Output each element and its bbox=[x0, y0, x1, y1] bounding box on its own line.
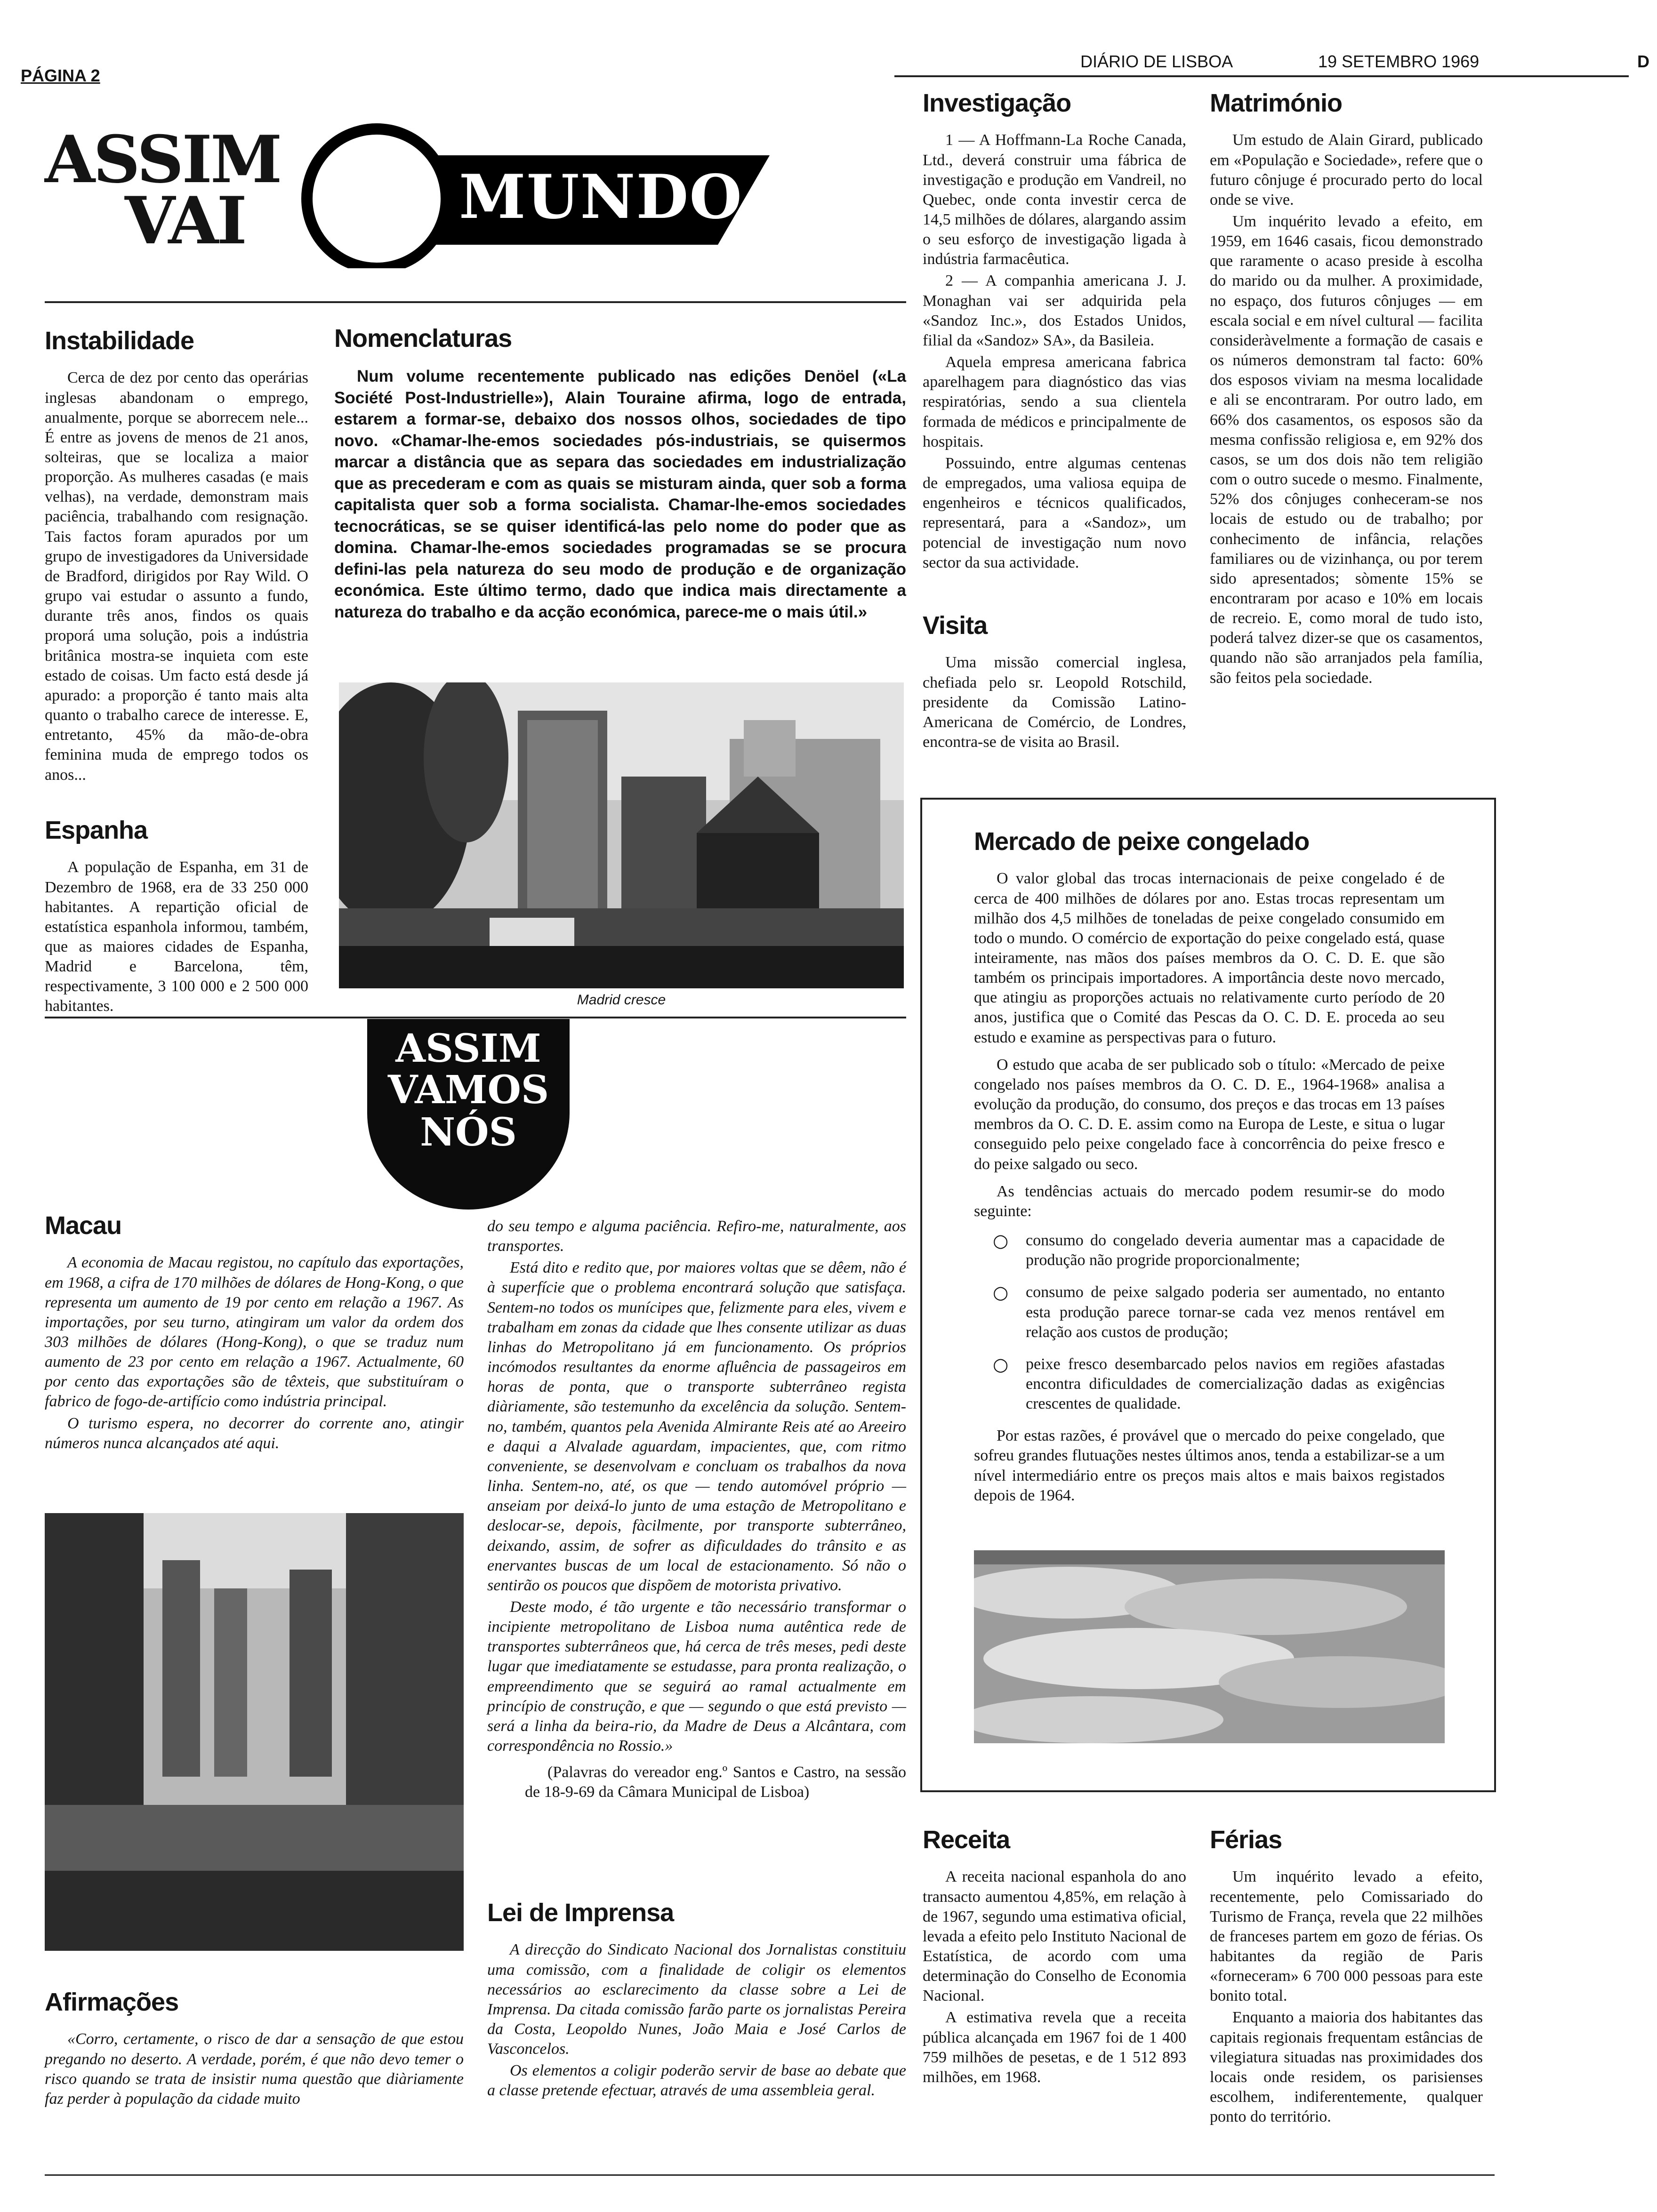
mercado-content bbox=[974, 828, 1445, 1507]
section-afirmacoes bbox=[45, 1988, 464, 2111]
header-rule bbox=[894, 75, 1629, 77]
heading-matrimonio: Matrimónio bbox=[1210, 89, 1342, 117]
edge-mark: D bbox=[1637, 52, 1649, 71]
text-matrimonio-1: Um estudo de Alain Girard, publicado em «População e Sociedade», refere que o futuro cônjuge é procurado perto do local onde se vive. bbox=[1210, 131, 1483, 208]
text-investigacao-2: 2 — A companhia americana J. J. Monaghan vai ser adquirida pela «Sandoz Inc.», dos Estados Unidos, filial da «Sandoz» SA», da Basileia. bbox=[923, 272, 1186, 349]
text-visita: Uma missão comercial inglesa, chefiada pelo sr. Leopold Rotschild, presidente da Comissão Latino-Americana de Comércio, de Londres, encontra-se de visita ao Brasil. bbox=[923, 654, 1186, 751]
heading-macau: Macau bbox=[45, 1211, 122, 1240]
logo-word-vai: VAI bbox=[125, 182, 245, 259]
text-macau-1: A economia de Macau registou, no capítulo das exportações, em 1968, a cifra de 170 milhões de dólares de Hong-Kong, o que representa um aumento de 19 por cento em relação a 1967. As importações, por seu turno, atingiram um valor da ordem dos 303 milhões de dólares (Hong-Kong), o que se traduz num aumento de 23 por cento em relação a 1967. Actualmente, 60 por cento das exportações são de têxteis, que substituíram o fabrico de fogo-de-artifício como indústria principal. bbox=[45, 1254, 464, 1411]
heading-visita: Visita bbox=[923, 611, 988, 640]
assim-vai-o-mundo-logo bbox=[45, 118, 770, 268]
heading-afirmacoes: Afirmações bbox=[45, 1988, 179, 2016]
logo-word-nos: NÓS bbox=[420, 1110, 517, 1155]
text-metro-1: do seu tempo e alguma paciência. Refiro-me, naturalmente, aos transportes. bbox=[487, 1218, 906, 1255]
heading-lei-imprensa: Lei de Imprensa bbox=[487, 1899, 674, 1927]
photo-fish bbox=[974, 1550, 1445, 1743]
heading-nomenclaturas: Nomenclaturas bbox=[334, 324, 512, 353]
logo-word-assim: ASSIM bbox=[395, 1026, 541, 1071]
text-ferias-2: Enquanto a maioria dos habitantes das capitais regionais frequentam estâncias de vilegiatura situadas nas proximidades dos locais onde residem, os parisienses escolhem, indiferentemente, qualquer ponto do território. bbox=[1210, 2009, 1483, 2126]
text-investigacao-4: Possuindo, entre algumas centenas de empregados, uma valiosa equipa de engenheiros e técnicos qualificados, representará, para a «Sandoz», um potencial de investigação num novo sector da sua actividade. bbox=[923, 454, 1186, 571]
text-mercado-3: As tendências actuais do mercado podem resumir-se do modo seguinte: bbox=[974, 1182, 1445, 1220]
section-espanha bbox=[45, 817, 308, 1018]
logo-word-mundo: MUNDO bbox=[459, 162, 743, 232]
text-mercado-1: O valor global das trocas internacionais de peixe congelado é de cerca de 400 milhões de dólares por ano. Estas trocas representam um milhão dos 4,5 milhões de toneladas de peixe congelado consumido em todo o mundo. O comércio de exportação do peixe congelado está, quase inteiramente, nas mãos dos países membros da O. C. D. E. que são também os principais importadores. A importância deste novo mercado, que atingiu as proporções actuais no relativamente curto período de 20 anos, justifica que o Comité das Pescas da O. C. D. E. proceda ao seu estudo e examine as perspectivas para o futuro. bbox=[974, 870, 1445, 1046]
section-metro-continuation bbox=[487, 1217, 906, 1804]
section-lei-imprensa bbox=[487, 1899, 906, 2103]
top-section-rule bbox=[45, 301, 906, 303]
section-visita bbox=[923, 612, 1186, 754]
text-lei-1: A direcção do Sindicato Nacional dos Jornalistas constituiu uma comissão, com a finalidade de coligir os elementos necessários ao esclarecimento da classe sobre a Lei de Imprensa. Da citada comissão farão parte os jornalistas Pereira da Costa, Leopoldo Nunes, João Maia e José Carlos de Vasconcelos. bbox=[487, 1941, 906, 2058]
heading-receita: Receita bbox=[923, 1826, 1010, 1854]
box-mercado-peixe bbox=[920, 798, 1496, 1792]
text-ferias-1: Um inquérito levado a efeito, recentemente, pelo Comissariado do Turismo de França, revela que 22 milhões de franceses partem em gozo de férias. Os habitantes da região de Paris «forneceram» 6 700 000 pessoas para este bonito total. bbox=[1210, 1868, 1483, 2005]
page-number: PÁGINA 2 bbox=[21, 66, 100, 85]
photo-macau bbox=[45, 1513, 464, 1951]
text-investigacao-3: Aquela empresa americana fabrica aparelhagem para diagnóstico das vias respiratórias, sendo a sua clientela formada de médicos e principalmente de hospitais. bbox=[923, 353, 1186, 450]
text-metro-2: Está dito e redito que, por maiores voltas que se dêem, não é à superfície que o problema encontrará solução que satisfaça. Sentem-no todos os munícipes que, felizmente para eles, vivem e trabalham em zonas da cidade que lhes consente utilizar as duas linhas do Metropolitano já em funcionamento. Os próprios incómodos resultantes da enorme afluência de passageiros em horas de ponta, que o transporte subterrâneo regista diàriamente, são testemunho da excelência da solução. Sentem-no, também, quantos pela Avenida Almirante Reis até ao Areeiro e daqui a Alvalade aguardam, impacientes, que, com ritmo conveniente, se desenvolvam e concluam os trabalhos da nova linha. Sentem-no, até, os que — tendo automóvel próprio — anseiam por deixá-lo junto de uma estação de Metropolitano e deslocar-se, depois, fàcilmente, por transporte subterrâneo, deixando, assim, de sofrer as dificuldades do trânsito e as enervantes buscas de um local de estacionamento. Só não o sentirão os poucos que dispõem de motorista privativo. bbox=[487, 1259, 906, 1594]
text-macau-2: O turismo espera, no decorrer do corrente ano, atingir números nunca alcançados até aqui. bbox=[45, 1414, 464, 1452]
madrid-skyline-image bbox=[339, 682, 904, 988]
text-mercado-4: Por estas razões, é provável que o mercado do peixe congelado, que sofreu grandes flutuações nestes últimos anos, tenda a estabilizar-se a um nível intermediário entre os preços mais altos e mais baixos registados depois de 1964. bbox=[974, 1427, 1445, 1504]
text-receita-2: A estimativa revela que a receita pública alcançada em 1967 foi de 1 400 759 milhões de pesetas, e de 1 512 893 milhões, em 1968. bbox=[923, 2009, 1186, 2086]
text-metro-attribution: (Palavras do vereador eng.º Santos e Castro, na sessão de 18-9-69 da Câmara Municipal de Lisboa) bbox=[525, 1763, 906, 1801]
text-mercado-2: O estudo que acaba de ser publicado sob o título: «Mercado de peixe congelado nos países membros da O. C. D. E., 1964-1968» analisa a evolução da produção, do consumo, dos preços e das trocas em 13 países membros da O. C. D. E. assim como na Europa de Leste, e situa o lugar conseguido pelo peixe congelado face à concorrência do peixe fresco e do peixe salgado ou seco. bbox=[974, 1056, 1445, 1173]
text-metro-3: Deste modo, é tão urgente e tão necessário transformar o incipiente metropolitano de Lisboa numa autêntica rede de transportes subterrâneos que, há cerca de três meses, pedi deste lugar que imediatamente se estudasse, para pronta realização, o empreendimento que se seguirá ao ramal actualmente em princípio de construção, e que — segundo o que está previsto — será a linha da beira-rio, da Madre de Deus a Alcântara, com correspondência no Rossio.» bbox=[487, 1598, 906, 1755]
heading-mercado: Mercado de peixe congelado bbox=[974, 827, 1310, 856]
macau-street-image bbox=[45, 1513, 464, 1951]
photo-madrid bbox=[339, 682, 904, 988]
section-ferias bbox=[1210, 1826, 1483, 2129]
caption-madrid: Madrid cresce bbox=[577, 992, 666, 1008]
section-instabilidade bbox=[45, 327, 308, 787]
text-nomenclaturas: Num volume recentemente publicado nas edições Denöel («La Société Post-Industrielle»), Alain Touraine afirma, logo de entrada, estarem a formar-se, debaixo dos nossos olhos, sociedades de tipo novo. «Chamar-lhe-emos sociedades pós-industriais, se quisermos marcar a distância que as separa das sociedades em industrialização que as precederam e com as quais se misturam ainda, quer sob a forma capitalista quer sob a forma socialista. Chamar-lhe-emos sociedades tecnocráticas, se se quiser identificá-las pelo nome do poder que as domina. Chamar-lhe-emos sociedades programadas se se procura defini-las pela natureza do seu modo de produção e de organização económica. Este último termo, dado que indica mais directamente a natureza do trabalho e da acção económica, parece-me o mais útil.» bbox=[334, 367, 906, 621]
text-receita-1: A receita nacional espanhola do ano transacto aumentou 4,85%, em relação à de 1967, segundo uma estimativa oficial, levada a efeito pelo Instituto Nacional de Estatística, de acordo com uma determinação do Conselho de Economia Nacional. bbox=[923, 1868, 1186, 2005]
text-investigacao-1: 1 — A Hoffmann-La Roche Canada, Ltd., deverá construir uma fábrica de investigação e produção em Vandreil, no Quebec, onde conta investir cerca de 14,5 milhões de dólares, alargando assim o seu esforço de investigação ligada à indústria farmacêutica. bbox=[923, 131, 1186, 268]
assim-vamos-nos-logo bbox=[367, 1019, 570, 1212]
text-lei-2: Os elementos a coligir poderão servir de base ao debate que a classe pretende efectuar, através de uma assembleia geral. bbox=[487, 2062, 906, 2100]
text-espanha: A população de Espanha, em 31 de Dezembro de 1968, era de 33 250 000 habitantes. A repartição oficial de estatística espanhola informou, também, que as maiores cidades de Espanha, Madrid e Barcelona, têm, respectivamente, 3 100 000 e 2 500 000 habitantes. bbox=[45, 858, 308, 1015]
heading-investigacao: Investigação bbox=[923, 89, 1071, 117]
newspaper-name: DIÁRIO DE LISBOA bbox=[1080, 52, 1233, 71]
mercado-bullet: ○ consumo do congelado deveria aumentar mas a capacidade de produção não progride proporcionalmente; bbox=[974, 1231, 1445, 1270]
frozen-fish-image bbox=[974, 1550, 1445, 1743]
heading-espanha: Espanha bbox=[45, 816, 148, 844]
bottom-rule bbox=[45, 2174, 1495, 2176]
section-nomenclaturas bbox=[334, 325, 906, 623]
section-matrimonio bbox=[1210, 89, 1483, 690]
text-afirmacoes: «Corro, certamente, o risco de dar a sensação de que estou pregando no deserto. A verdade, porém, é que não devo temer o risco quando se trata de insistir numa questão que diàriamente faz perder à população da cidade muito bbox=[45, 2030, 464, 2108]
heading-ferias: Férias bbox=[1210, 1826, 1282, 1854]
heading-instabilidade: Instabilidade bbox=[45, 327, 194, 355]
mercado-bullet: ○ consumo de peixe salgado poderia ser aumentado, no entanto esta produção parece tornar-se cada vez menos rentável em relação aos custos de produção; bbox=[974, 1282, 1445, 1342]
issue-date: 19 SETEMBRO 1969 bbox=[1318, 52, 1480, 71]
section-macau bbox=[45, 1212, 464, 1455]
section-investigacao bbox=[923, 89, 1186, 575]
mid-section-rule bbox=[45, 1017, 906, 1018]
logo-word-assim: ASSIM bbox=[45, 121, 281, 198]
mercado-bullet: ○ peixe fresco desembarcado pelos navios em regiões afastadas encontra dificuldades de comercialização dadas as exigências crescentes de qualidade. bbox=[974, 1354, 1445, 1414]
text-instabilidade: Cerca de dez por cento das operárias inglesas abandonam o emprego, anualmente, porque se aborrecem nele... É entre as jovens de menos de 21 anos, solteiras, que se localiza a maior proporção. As mulheres casadas (e mais velhas), na verdade, demonstram mais paciência, trabalhando com resignação. Tais factos foram apurados por um grupo de investigadores da Universidade de Bradford, dirigidos por Ray Wild. O grupo vai estudar o assunto a fundo, durante três anos, findos os quais proporá uma solução, pois a indústria britânica mostra-se inquieta com este estado de coisas. Um facto está desde já apurado: a proporção é tanto mais alta quanto o trabalho carece de interesse. E, entretanto, 45% da mão-de-obra feminina muda de emprego todos os anos... bbox=[45, 369, 308, 784]
section-receita bbox=[923, 1826, 1186, 2089]
logo-word-vamos: VAMOS bbox=[387, 1067, 549, 1113]
text-matrimonio-2: Um inquérito levado a efeito, em 1959, em 1646 casais, ficou demonstrado que raramente o acaso preside à escolha do marido ou da mulher. A proximidade, no espaço, dos futuros cônjuges — em escala social e em nível cultural — facilita consideràvelmente a formação de casais e os números demonstram tal facto: 60% dos esposos viviam na mesma localidade e ali se encontraram. Por outro lado, em 66% dos casamentos, os esposos são da mesma confissão religiosa e, em 92% dos casos, se um dos dois não tem religião com o outro sucede o mesmo. Finalmente, 52% dos cônjuges conheceram-se nos locais de estudo ou de trabalho; por conhecimento de infância, relações familiares ou de vizinhança, ou por terem sido apresentados; sòmente 15% se encontraram por acaso e 10% em locais de recreio. E, como moral de tudo isto, poderá talvez dizer-se que os casamentos, quando não são arranjados pela família, são feitos pela sociedade. bbox=[1210, 213, 1483, 687]
